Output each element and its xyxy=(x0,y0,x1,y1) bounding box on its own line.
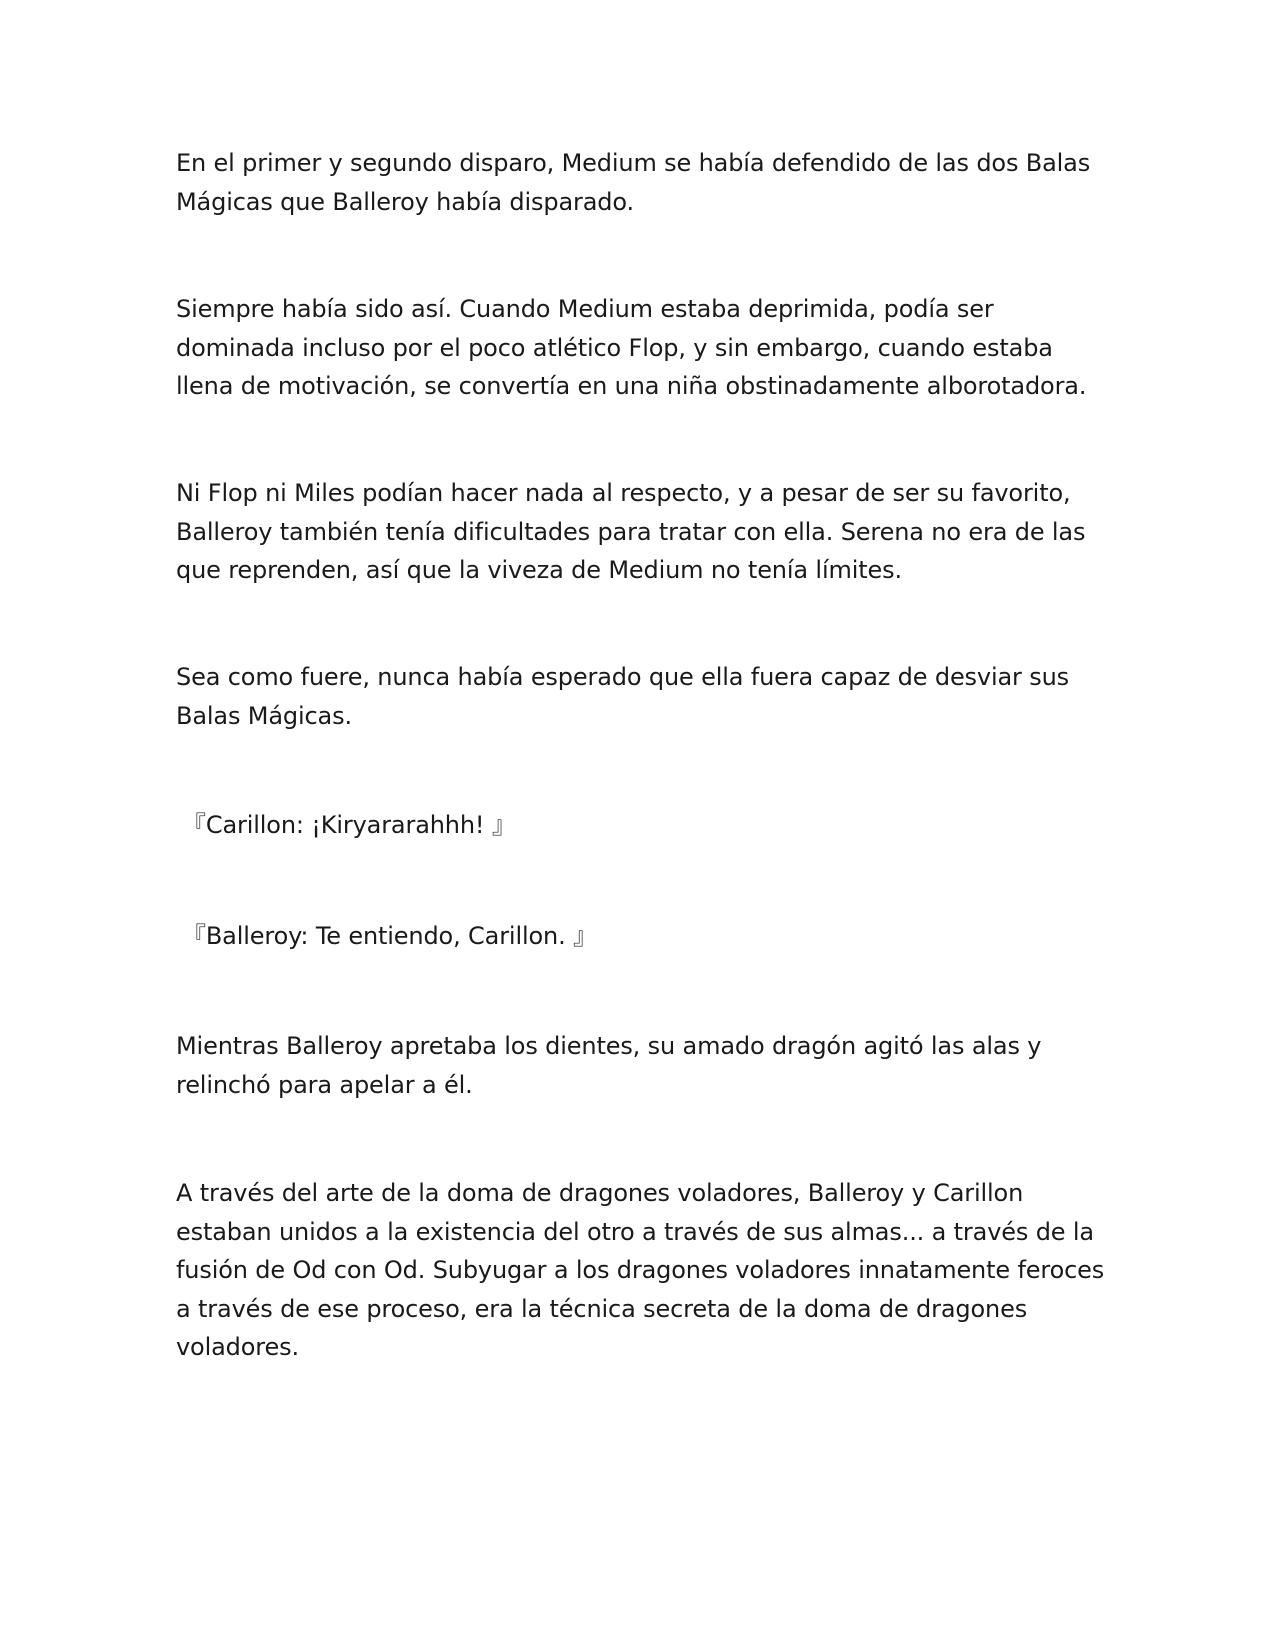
dialogue-balleroy xyxy=(182,917,597,956)
text-line: fusión de Od con Od. Subyugar a los dragones voladores innatamente feroces xyxy=(176,1256,1105,1284)
paragraph-1 xyxy=(176,144,1106,221)
text-line: Siempre había sido así. Cuando Medium estaba deprimida, podía ser xyxy=(176,295,994,323)
dialogue-carillon xyxy=(182,806,516,845)
text-line: dominada incluso por el poco atlético Flop, y sin embargo, cuando estaba xyxy=(176,333,1053,362)
text-line: 『Balleroy: Te entiendo, Carillon. 』 xyxy=(182,922,597,950)
text-line: estaban unidos a la existencia del otro a través de sus almas... a través de la xyxy=(176,1217,1094,1246)
text-line: a través de ese proceso, era la técnica secreta de la doma de dragones xyxy=(176,1294,1028,1323)
text-line: llena de motivación, se convertía en una niña obstinadamente alborotadora. xyxy=(176,372,1087,400)
text-line: Mientras Balleroy apretaba los dientes, su amado dragón agitó las alas y xyxy=(176,1032,1042,1060)
text-line: Ni Flop ni Miles podían hacer nada al respecto, y a pesar de ser su favorito, xyxy=(176,479,1071,507)
paragraph-6 xyxy=(176,1174,1106,1367)
text-line: A través del arte de la doma de dragones voladores, Balleroy y Carillon xyxy=(176,1179,1024,1207)
paragraph-4 xyxy=(176,658,1106,735)
text-line: Balleroy también tenía dificultades para tratar con ella. Serena no era de las xyxy=(176,517,1086,546)
paragraph-3 xyxy=(176,474,1106,590)
text-line: Balas Mágicas. xyxy=(176,701,352,730)
text-line: Mágicas que Balleroy había disparado. xyxy=(176,187,634,216)
text-line: relinchó para apelar a él. xyxy=(176,1070,473,1099)
text-line: que reprenden, así que la viveza de Medium no tenía límites. xyxy=(176,556,902,584)
text-line: Sea como fuere, nunca había esperado que ella fuera capaz de desviar sus xyxy=(176,663,1070,691)
text-line: 『Carillon: ¡Kiryararahhh! 』 xyxy=(182,811,516,839)
paragraph-5 xyxy=(176,1027,1106,1104)
paragraph-2 xyxy=(176,290,1106,406)
text-line: En el primer y segundo disparo, Medium se había defendido de las dos Balas xyxy=(176,149,1091,177)
text-line: voladores. xyxy=(176,1333,299,1361)
